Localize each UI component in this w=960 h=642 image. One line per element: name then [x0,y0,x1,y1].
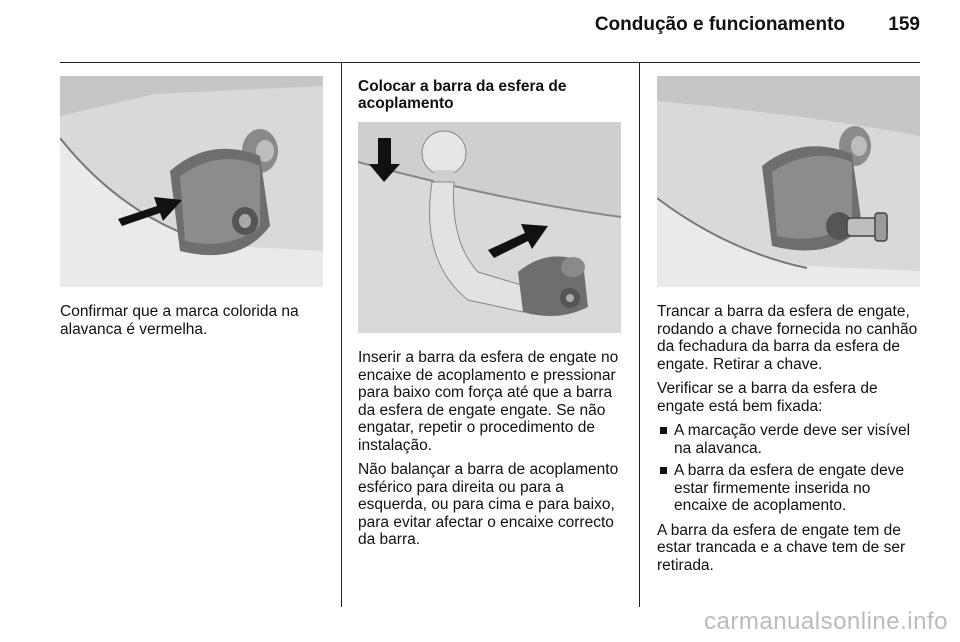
column-divider-1 [341,62,342,607]
page-header [595,14,920,36]
header-rule [60,62,920,63]
watermark: carmanualsonline.info [704,608,948,635]
list-item: A marcação verde deve ser visível na alavanca. [657,422,927,457]
coupling-lever-arrow-figure [60,76,323,287]
list-item: A barra da esfera de engate deve estar firmemente inserida no encaixe de acoplamento. [657,462,927,515]
paragraph: Verificar se a barra da esfera de engate está bem fixada: [657,380,878,415]
paragraph: Inserir a barra da esfera de engate no encaixe de acoplamento e pressionar para baixo com força até que a barra da esfera de engate engate. Se não engatar, repetir o procedimento de instalação. [358,349,619,454]
key-lock-figure [657,76,920,287]
towbar-insert-figure [358,122,621,333]
column-3-text [657,303,927,581]
paragraph: A barra da esfera de engate tem de estar trancada e a chave tem de ser retirada. [657,521,906,574]
section-title: Condução e funcionamento [594,14,846,35]
checklist [657,422,927,515]
column-2-text [358,349,624,556]
column-divider-2 [639,62,640,607]
section-heading: Colocar a barra da esfera de acoplamento [358,78,567,112]
paragraph: Trancar a barra da esfera de engate, rodando a chave fornecida no canhão da fechadura da barra da esfera de engate. Retirar a chave. [657,303,918,373]
paragraph: Não balançar a barra de acoplamento esférico para direita ou para a esquerda, ou para cima e para baixo, para evitar afectar o encaixe correcto da barra. [358,461,619,548]
paragraph: Confirmar que a marca colorida na alavanca é vermelha. [60,303,299,338]
page-number: 159 [888,14,920,35]
column-1-text [60,303,328,345]
